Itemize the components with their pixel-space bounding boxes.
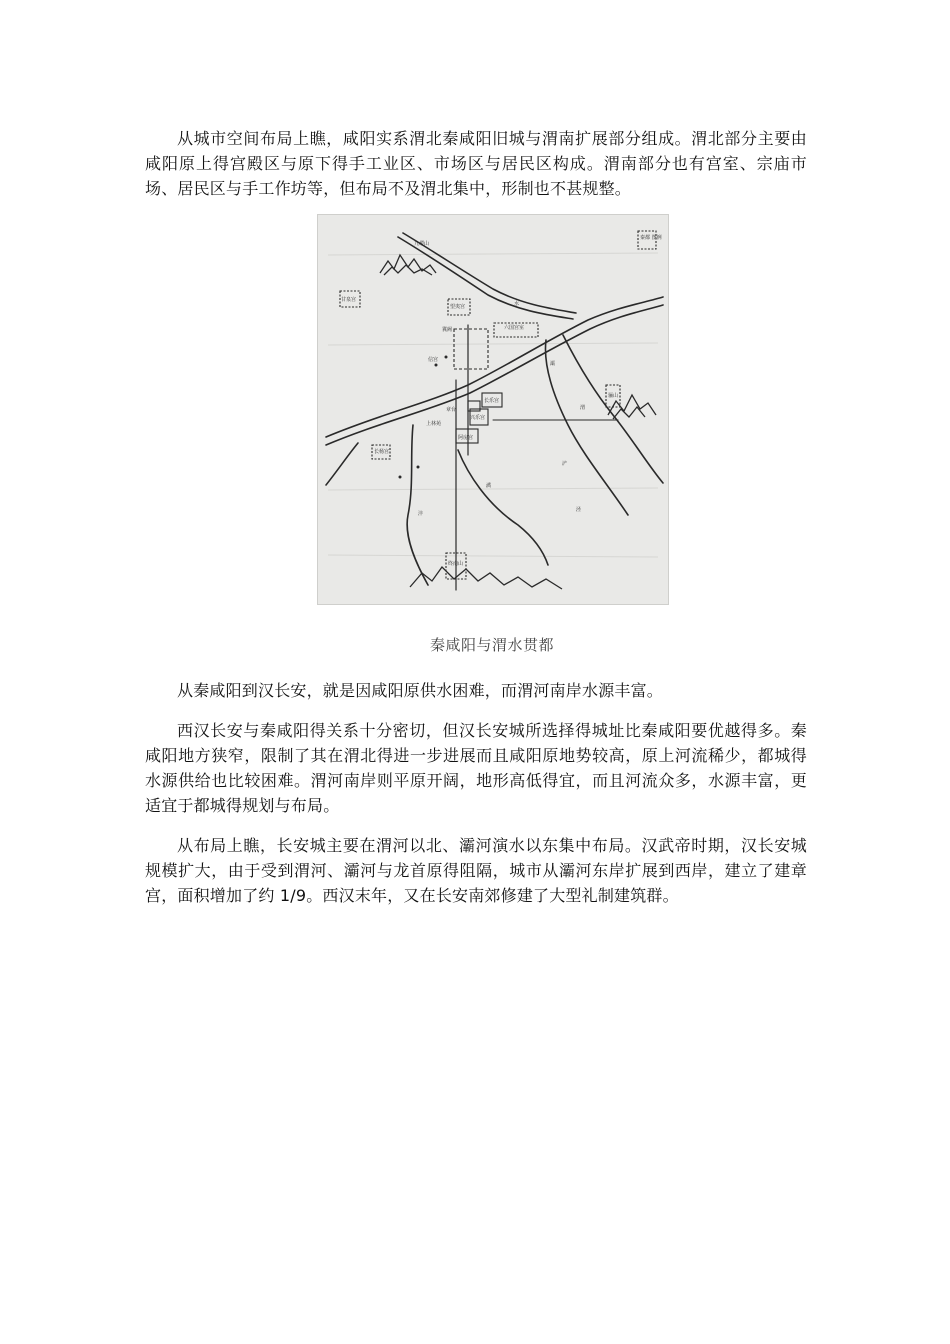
map-label-changyang: 长杨宫	[374, 449, 390, 455]
paragraph-layout-expansion: 从布局上瞧，长安城主要在渭河以北、灞河演水以东集中布局。汉武帝时期，汉长安城规模扩大，由于受到渭河、灞河与龙首原得阻隔，城市从灞河东岸扩展到西岸，建立了建章宫，面积增加了约 1/9。西汉末年，又在长安南郊修建了大型礼制建筑群。	[145, 836, 807, 905]
map-label-jigong: 冀阙	[442, 327, 453, 333]
map-label-changle: 长乐宫	[484, 398, 500, 404]
paragraph-han-changan: 西汉长安与秦咸阳得关系十分密切，但汉长安城所选择得城址比秦咸阳要优越得多。秦咸阳地方狭窄，限制了其在渭北得进一步进展而且咸阳原地势较高，原上河流稀少，都城得水源供给也比较困难。渭河南岸则平原开阔，地形高低得宜，而且河流众多，水源丰富，更适宜于都城得规划与布局。	[145, 721, 807, 815]
figure-caption: 秦咸阳与渭水贯都	[429, 636, 554, 654]
map-label-wangyigong: 望夷宫	[450, 304, 466, 310]
map-label-zhangtai: 章台	[446, 407, 457, 413]
map-label-jiuzongshan: 九嵕山	[414, 241, 430, 247]
map-label-epang: 阿房宫	[458, 435, 474, 441]
map-label-xingong: 信宫	[428, 357, 439, 363]
map-label-wei: 渭	[580, 405, 586, 411]
map-label-xingle: 兴乐宫	[470, 415, 486, 421]
map-label-zhang: 浐	[562, 461, 568, 467]
map-label-liuguo: 六国宫室	[504, 325, 525, 331]
map-label-ganquangong: 甘泉宫	[341, 297, 357, 303]
map-label-jing: 泾	[576, 507, 582, 513]
map-label-jue: 潏	[486, 483, 492, 489]
map-label-feng: 沣	[418, 511, 424, 517]
map-figure	[317, 214, 669, 605]
paragraph-water-supply: 从秦咸阳到汉长安，就是因咸阳原供水困难，而渭河南岸水源丰富。	[177, 681, 664, 700]
map-label-legend: 秦都 图例	[640, 235, 662, 241]
qin-xianyang-map	[318, 215, 668, 604]
map-label-lishan: 骊山	[608, 393, 619, 399]
map-label-river-shui: 水	[514, 301, 520, 307]
map-label-ba: 灞	[550, 361, 556, 367]
paragraph-city-layout: 从城市空间布局上瞧，咸阳实系渭北秦咸阳旧城与渭南扩展部分组成。渭北部分主要由咸阳原上得宫殿区与原下得手工业区、市场区与居民区构成。渭南部分也有宫室、宗庙市场、居民区与手工作坊等，但布局不及渭北集中，形制也不甚规整。	[145, 129, 807, 198]
map-label-zhongnanshan: 终南山	[448, 561, 464, 567]
map-label-shanglin: 上林苑	[426, 421, 442, 427]
